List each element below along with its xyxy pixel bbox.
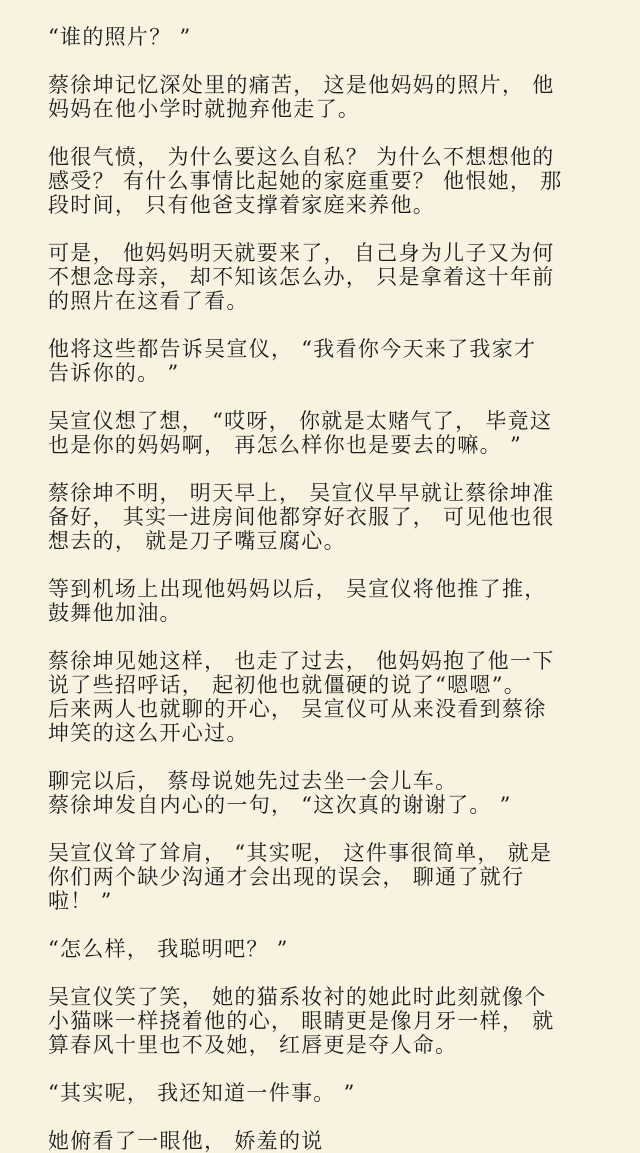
text-line: 段时间， 只有他爸支撑着家庭来养他。 xyxy=(48,193,436,217)
paragraph-gap xyxy=(48,625,596,649)
text-line: 的照片在这看了看。 xyxy=(48,289,249,313)
text-line: 备好， 其实一进房间他都穿好衣服了， 可见他也很 xyxy=(48,505,555,529)
paragraph-gap xyxy=(48,745,596,769)
text-line: 你们两个缺少沟通才会出现的误会， 聊通了就行 xyxy=(48,865,525,889)
paragraph xyxy=(48,241,596,313)
paragraph xyxy=(48,769,596,817)
text-line: 也是你的妈妈啊， 再怎么样你也是要去的嘛。 ” xyxy=(48,433,522,457)
paragraph-gap xyxy=(48,313,596,337)
text-line: 蔡徐坤见她这样， 也走了过去， 他妈妈抱了他一下 xyxy=(48,649,555,673)
paragraph xyxy=(48,1081,596,1105)
text-line: 妈妈在他小学时就抛弃他走了。 xyxy=(48,97,361,121)
text-line: 感受？ 有什么事情比起她的家庭重要？ 他恨她， 那 xyxy=(48,169,563,193)
text-line: 她俯看了一眼他， 娇羞的说 xyxy=(48,1129,324,1153)
text-line: 蔡徐坤发自内心的一句， “这次真的谢谢了。 ” xyxy=(48,793,512,817)
text-line: 他将这些都告诉吴宣仪， “我看你今天来了我家才 xyxy=(48,337,537,361)
text-line: 不想念母亲， 却不知该怎么办， 只是拿着这十年前 xyxy=(48,265,555,289)
paragraph xyxy=(48,25,596,49)
paragraph xyxy=(48,73,596,121)
text-line: 鼓舞他加油。 xyxy=(48,601,182,625)
text-line: 蔡徐坤记忆深处里的痛苦， 这是他妈妈的照片， 他 xyxy=(48,73,555,97)
paragraph-gap xyxy=(48,121,596,145)
text-line: 吴宣仪耸了耸肩， “其实呢， 这件事很简单， 就是 xyxy=(48,841,553,865)
text-line: 蔡徐坤不明， 明天早上， 吴宣仪早早就让蔡徐坤准 xyxy=(48,481,555,505)
paragraph-gap xyxy=(48,457,596,481)
text-line: 算春风十里也不及她， 红唇更是夺人命。 xyxy=(48,1033,458,1057)
chapter-text xyxy=(48,0,596,1153)
text-line: 可是， 他妈妈明天就要来了， 自己身为儿子又为何 xyxy=(48,241,555,265)
paragraph xyxy=(48,577,596,625)
text-line: 吴宣仪笑了笑， 她的猫系妆衬的她此时此刻就像个 xyxy=(48,985,547,1009)
paragraph xyxy=(48,985,596,1057)
paragraph-gap xyxy=(48,49,596,73)
text-line: 啦！ ” xyxy=(48,889,113,913)
text-line: “谁的照片？ ” xyxy=(48,25,192,49)
paragraph-gap xyxy=(48,217,596,241)
text-line: 后来两人也就聊的开心， 吴宣仪可从来没看到蔡徐 xyxy=(48,697,547,721)
text-line: “其实呢， 我还知道一件事。 ” xyxy=(48,1081,356,1105)
paragraph xyxy=(48,337,596,385)
text-line: 告诉你的。 ” xyxy=(48,361,180,385)
paragraph xyxy=(48,481,596,553)
paragraph xyxy=(48,937,596,961)
paragraph xyxy=(48,649,596,745)
text-line: 等到机场上出现他妈妈以后， 吴宣仪将他推了推， xyxy=(48,577,547,601)
text-line: 坤笑的这么开心过。 xyxy=(48,721,249,745)
paragraph-gap xyxy=(48,385,596,409)
text-line: 吴宣仪想了想， “哎呀， 你就是太赌气了， 毕竟这 xyxy=(48,409,553,433)
paragraph-gap xyxy=(48,1105,596,1129)
text-line: 聊完以后， 蔡母说她先过去坐一会儿车。 xyxy=(48,769,458,793)
text-line: 说了些招呼话， 起初他也就僵硬的说了“嗯嗯”。 xyxy=(48,673,527,697)
paragraph-gap xyxy=(48,1,596,25)
paragraph xyxy=(48,145,596,217)
paragraph-gap xyxy=(48,961,596,985)
text-line: 小猫咪一样挠着他的心， 眼睛更是像月牙一样， 就 xyxy=(48,1009,555,1033)
paragraph-gap xyxy=(48,913,596,937)
paragraph xyxy=(48,1129,596,1153)
text-line: 想去的， 就是刀子嘴豆腐心。 xyxy=(48,529,346,553)
text-line: 他很气愤， 为什么要这么自私？ 为什么不想想他的 xyxy=(48,145,555,169)
paragraph xyxy=(48,409,596,457)
paragraph-gap xyxy=(48,553,596,577)
text-line: “怎么样， 我聪明吧？ ” xyxy=(48,937,289,961)
paragraph-gap xyxy=(48,817,596,841)
paragraph xyxy=(48,841,596,913)
paragraph-gap xyxy=(48,1057,596,1081)
